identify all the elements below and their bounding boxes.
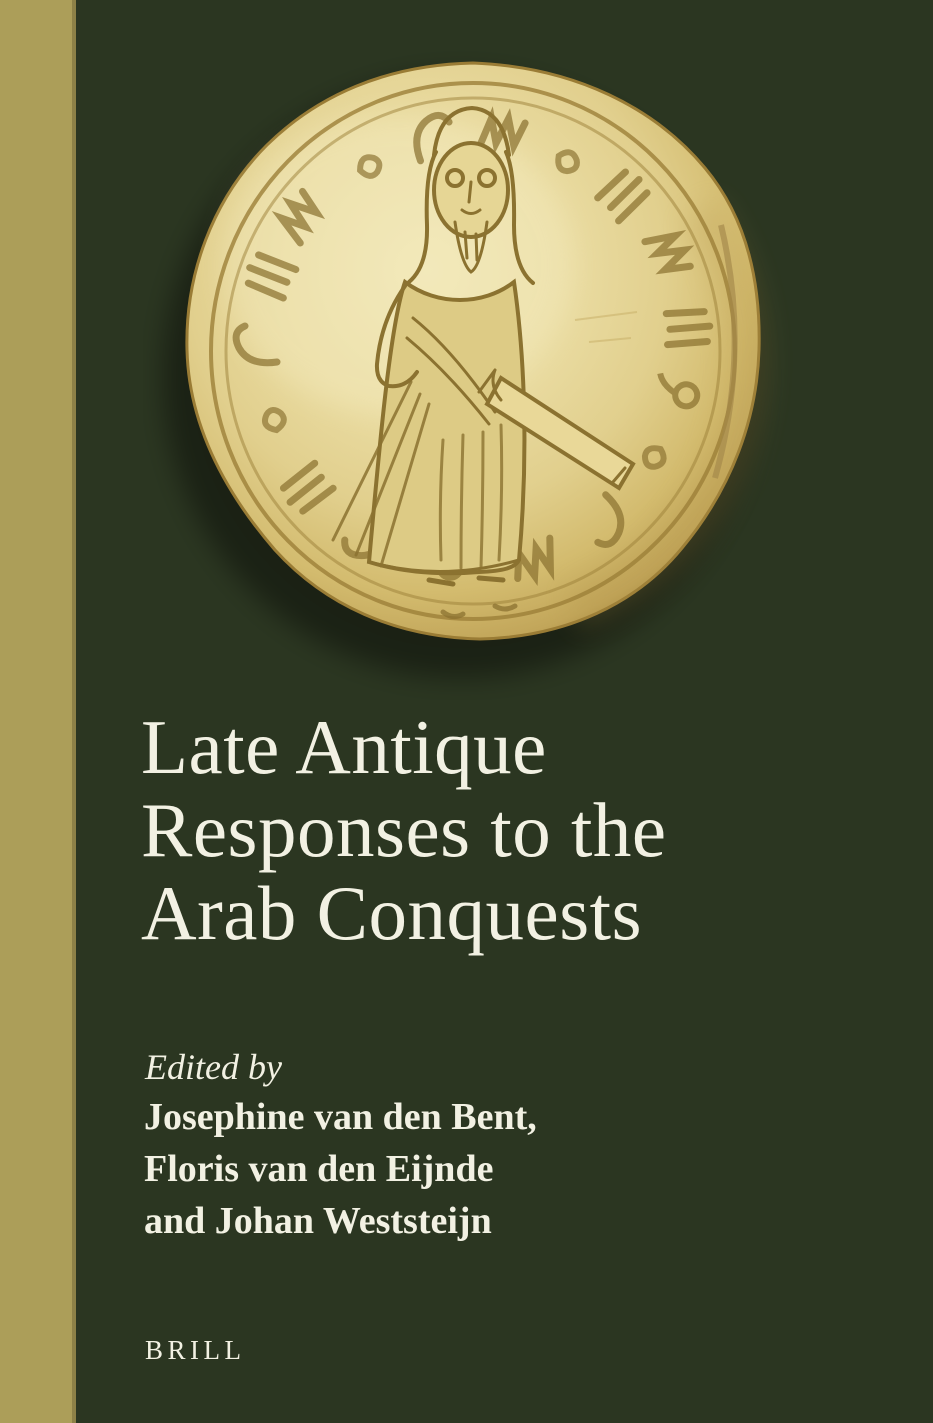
title-line: Arab Conquests [141,870,643,956]
editor-name: Floris van den Eijnde [144,1148,494,1190]
coin-image [143,20,803,700]
edited-by-label: Edited by [145,1047,282,1087]
editor-names [144,1091,537,1247]
title-line: Late Antique [141,704,547,790]
title-line: Responses to the [141,787,667,873]
editor-name: and Johan Weststeijn [144,1200,492,1242]
spine-stripe [0,0,76,1423]
editor-name: Josephine van den Bent, [144,1096,537,1138]
book-title [141,706,667,955]
publisher-logo: BRILL [145,1335,246,1365]
